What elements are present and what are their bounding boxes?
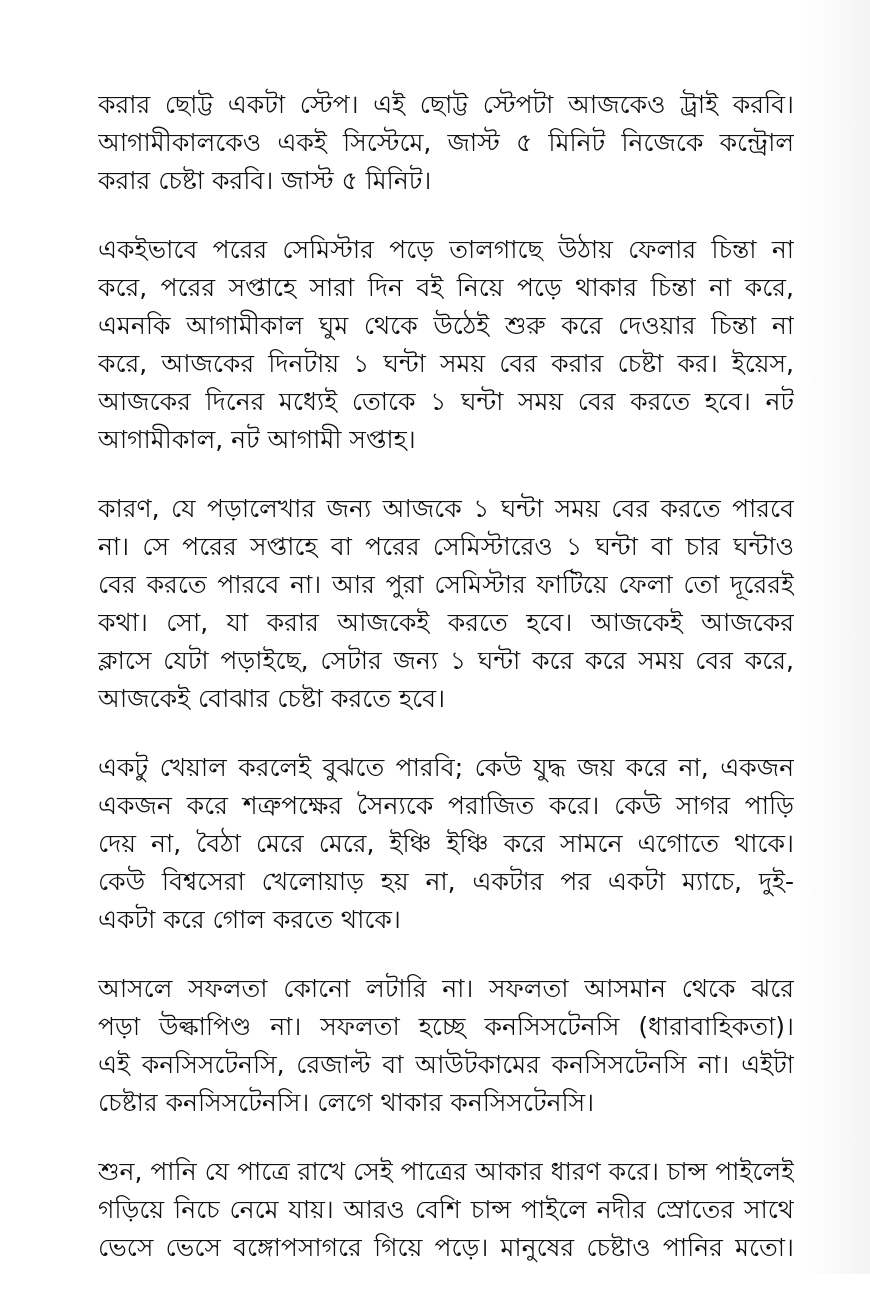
paragraph-6	[98, 1153, 794, 1267]
text-line: একটু খেয়াল করলেই বুঝতে পারবি; কেউ যুদ্ধ জয় করে না, একজন	[98, 753, 794, 782]
text-line: আজকেই বোঝার চেষ্টা করতে হবে।	[98, 684, 446, 713]
text-line: আজকের দিনের মধ্যেই তোকে ১ ঘন্টা সময় বের করতে হবে। নট	[98, 387, 794, 416]
body-text	[98, 86, 794, 1298]
text-line: চেষ্টার কনসিসটেনসি। লেগে থাকার কনসিসটেনসি।	[98, 1088, 595, 1117]
text-line: ক্লাসে যেটা পড়াইছে, সেটার জন্য ১ ঘন্টা করে করে সময় বের করে,	[98, 646, 794, 675]
text-line: না। সে পরের সপ্তাহে বা পরের সেমিস্টারেও ১ ঘন্টা বা চার ঘন্টাও	[98, 532, 794, 561]
text-line: কথা। সো, যা করার আজকেই করতে হবে। আজকেই আজকের	[98, 608, 794, 637]
paragraph-1	[98, 86, 794, 200]
paragraph-3	[98, 490, 794, 718]
text-line: একটা করে গোল করতে থাকে।	[98, 905, 401, 934]
text-line: পড়া উল্কাপিণ্ড না। সফলতা হচ্ছে কনসিসটেনসি (ধারাবাহিকতা)।	[98, 1012, 794, 1041]
text-line: করে, পরের সপ্তাহে সারা দিন বই নিয়ে পড়ে থাকার চিন্তা না করে,	[98, 273, 794, 302]
text-line: আগামীকাল, নট আগামী সপ্তাহ।	[98, 425, 416, 454]
text-line: করে, আজকের দিনটায় ১ ঘন্টা সময় বের করার চেষ্টা কর। ইয়েস,	[98, 349, 794, 378]
text-line: একজন করে শত্রুপক্ষের সৈন্যকে পরাজিত করে। কেউ সাগর পাড়ি	[98, 791, 794, 820]
text-line: গড়িয়ে নিচে নেমে যায়। আরও বেশি চান্স পাইলে নদীর স্রোতের সাথে	[98, 1195, 794, 1224]
text-line: করার চেষ্টা করবি। জাস্ট ৫ মিনিট।	[98, 166, 432, 195]
paragraph-2	[98, 231, 794, 459]
text-line: আগামীকালকেও একই সিস্টেমে, জাস্ট ৫ মিনিট নিজেকে কন্ট্রোল	[98, 128, 794, 157]
paragraph-4	[98, 749, 794, 939]
text-line: এই কনসিসটেনসি, রেজাল্ট বা আউটকামের কনসিসটেনসি না। এইটা	[98, 1050, 794, 1079]
text-line: বের করতে পারবে না। আর পুরা সেমিস্টার ফাটিয়ে ফেলা তো দূরেরই	[98, 570, 794, 599]
text-line: দেয় না, বৈঠা মেরে মেরে, ইঞ্চি ইঞ্চি করে সামনে এগোতে থাকে।	[98, 829, 794, 858]
text-line: করার ছোট্ট একটা স্টেপ। এই ছোট্ট স্টেপটা আজকেও ট্রাই করবি।	[98, 90, 794, 119]
text-line: একইভাবে পরের সেমিস্টার পড়ে তালগাছে উঠায় ফেলার চিন্তা না	[98, 235, 794, 264]
text-line: আসলে সফলতা কোনো লটারি না। সফলতা আসমান থেকে ঝরে	[98, 974, 794, 1003]
text-line: কেউ বিশ্বসেরা খেলোয়াড় হয় না, একটার পর একটা ম্যাচে, দুই-	[98, 867, 794, 896]
text-line: কারণ, যে পড়ালেখার জন্য আজকে ১ ঘন্টা সময় বের করতে পারবে	[98, 494, 794, 523]
paragraph-5	[98, 970, 794, 1122]
text-line: শুন, পানি যে পাত্রে রাখে সেই পাত্রের আকার ধারণ করে। চান্স পাইলেই	[98, 1157, 794, 1186]
text-line: ভেসে ভেসে বঙ্গোপসাগরে গিয়ে পড়ে। মানুষের চেষ্টাও পানির মতো।	[98, 1233, 794, 1262]
text-line: এমনকি আগামীকাল ঘুম থেকে উঠেই শুরু করে দেওয়ার চিন্তা না	[98, 311, 794, 340]
